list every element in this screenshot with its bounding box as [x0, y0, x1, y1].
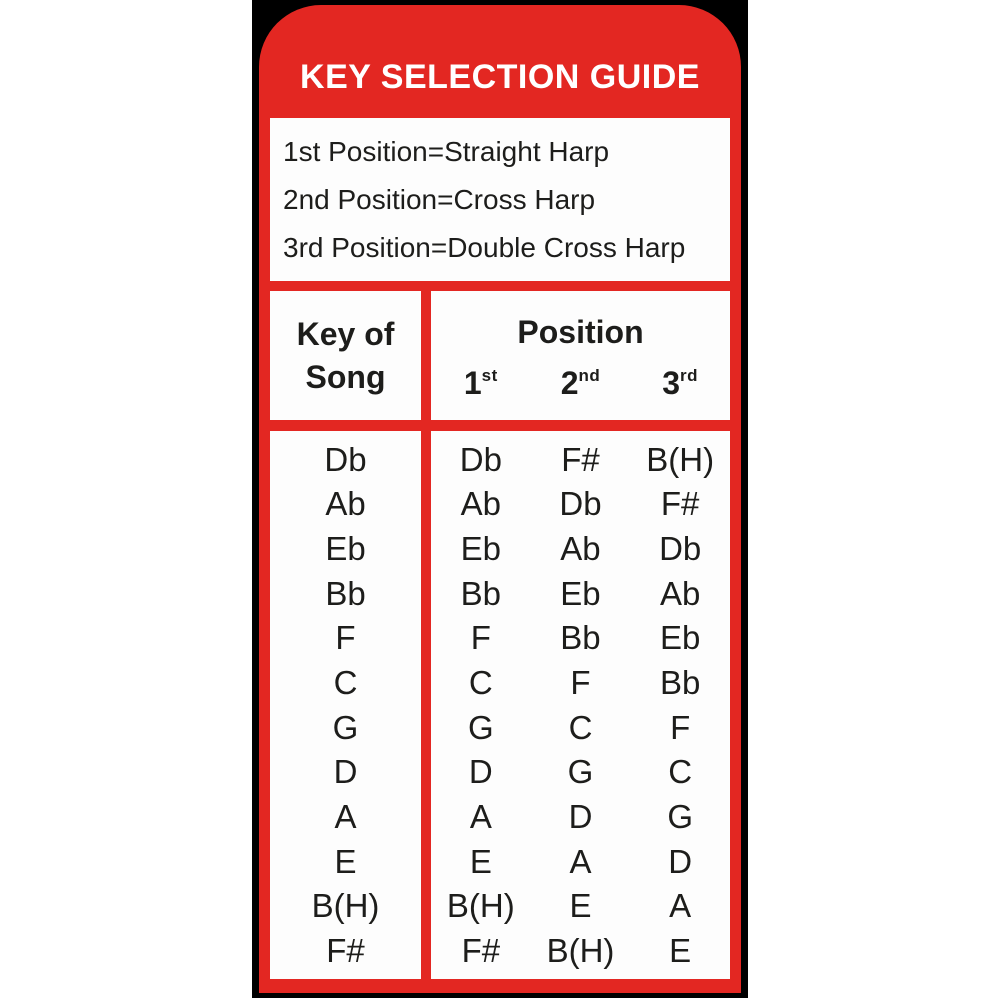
position-cell-p2: E [569, 887, 592, 925]
position-cell-p2: Db [559, 485, 602, 523]
position-cell-p1: Eb [460, 530, 502, 568]
position-cell-p3: Bb [659, 664, 701, 702]
ordinal-1st [431, 354, 531, 405]
position-cell-p2: D [568, 798, 593, 836]
position-cell-p2: A [569, 842, 592, 880]
position-cell-p3: G [667, 798, 693, 836]
key-of-song-cell: A [334, 798, 357, 836]
position-cell-p3: C [668, 753, 693, 791]
key-of-song-cell: E [334, 842, 357, 880]
legend-panel [270, 118, 730, 281]
key-of-song-header-line2: Song [305, 358, 386, 395]
key-of-song-cell: C [333, 664, 358, 702]
key-of-song-cell: Eb [325, 530, 366, 568]
position-cell-p2: F# [561, 440, 600, 478]
ordinal-3rd-number: 3 [662, 365, 681, 401]
position-grid-body [431, 431, 730, 979]
position-cell-p2: Ab [560, 530, 601, 568]
position-cell-p1: Bb [460, 574, 502, 612]
position-cell-p2: B(H) [546, 932, 615, 970]
ordinal-3rd [630, 354, 730, 405]
position-cell-p1: E [469, 842, 492, 880]
ordinal-2nd [531, 354, 631, 405]
key-of-song-cell: F [335, 619, 356, 657]
ordinal-row [431, 354, 730, 405]
position-cell-p2: Bb [560, 619, 601, 657]
ordinal-2nd-suffix: nd [578, 366, 601, 385]
card-outline [252, 0, 748, 998]
position-cell-p1: Ab [460, 485, 502, 523]
ordinal-1st-suffix: st [481, 366, 498, 385]
card-title: KEY SELECTION GUIDE [300, 58, 700, 96]
key-of-song-cell: B(H) [311, 887, 380, 925]
key-of-song-cell: G [332, 708, 359, 746]
position-header-cell [431, 291, 730, 420]
position-cell-p2: C [568, 708, 593, 746]
position-cell-p1: B(H) [446, 887, 515, 925]
key-of-song-cell: Db [324, 440, 367, 478]
key-of-song-cell: D [333, 753, 358, 791]
position-cell-p2: F [570, 664, 591, 702]
position-cell-p3: B(H) [646, 440, 715, 478]
position-cell-p1: G [467, 708, 494, 746]
position-cell-p1: F# [461, 932, 501, 970]
position-cell-p3: E [669, 932, 692, 970]
ordinal-2nd-number: 2 [560, 365, 579, 401]
legend-line-3rd-position: 3rd Position=Double Cross Harp [283, 231, 686, 263]
key-column-body [270, 431, 421, 979]
position-cell-p1: C [468, 664, 493, 702]
position-cell-p2: G [567, 753, 594, 791]
legend-line-1st-position: 1st Position=Straight Harp [283, 135, 610, 167]
key-selection-card [259, 5, 741, 993]
position-cell-p3: F [670, 708, 691, 746]
position-cell-p3: Eb [659, 619, 701, 657]
position-cell-p3: Ab [659, 574, 701, 612]
key-of-song-cell: Ab [325, 485, 366, 523]
position-cell-p3: Db [659, 530, 702, 568]
key-of-song-header-cell [270, 291, 421, 420]
position-cell-p2: Eb [560, 574, 601, 612]
position-header-label: Position [517, 314, 644, 350]
position-cell-p3: F# [660, 485, 700, 523]
key-of-song-cell: F# [326, 932, 365, 970]
ordinal-3rd-suffix: rd [680, 366, 699, 385]
key-of-song-cell: Bb [325, 574, 366, 612]
position-cell-p1: D [468, 753, 493, 791]
position-cell-p1: F [470, 619, 491, 657]
position-cell-p1: Db [459, 440, 502, 478]
position-cell-p3: D [668, 842, 693, 880]
position-cell-p1: A [469, 798, 492, 836]
position-cell-p3: A [669, 887, 692, 925]
key-of-song-header-line1: Key of [296, 315, 395, 352]
legend-line-2nd-position: 2nd Position=Cross Harp [283, 183, 596, 215]
ordinal-1st-number: 1 [463, 365, 482, 401]
